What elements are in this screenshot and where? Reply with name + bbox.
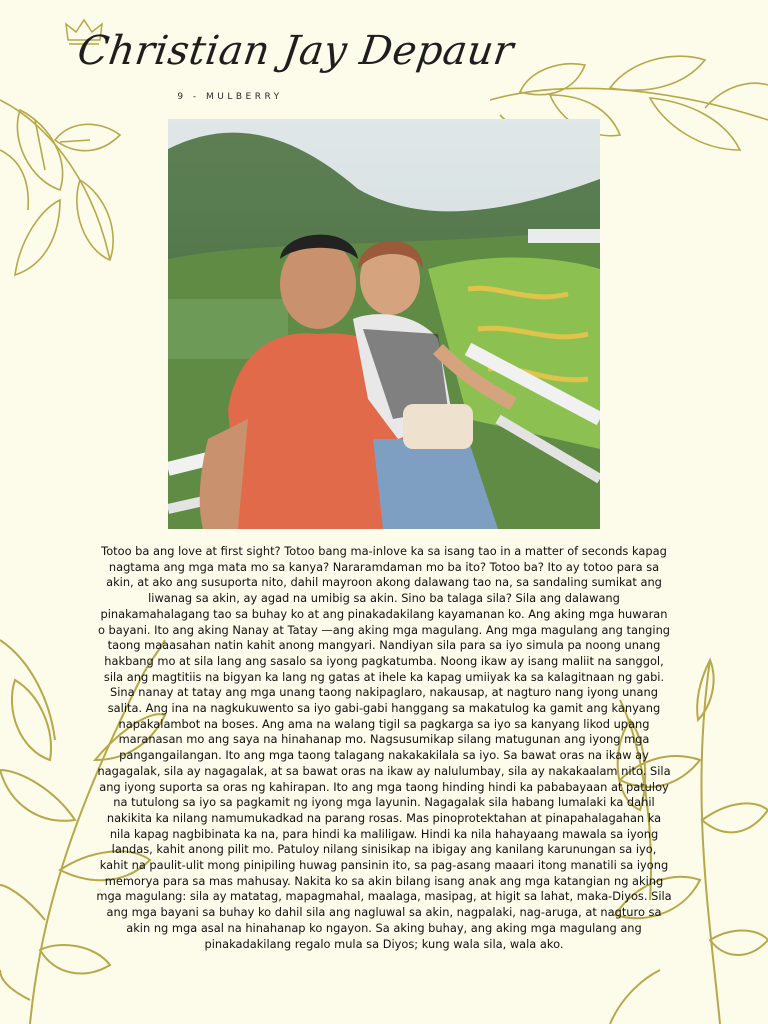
section-label: 9 - MULBERRY (177, 92, 283, 102)
student-name: Christian Jay Depaur (74, 28, 517, 74)
leaf-branch-top-left-icon (0, 60, 140, 300)
photo-illustration (168, 119, 600, 529)
essay-paragraph: Totoo ba ang love at first sight? Totoo bang ma-inlove ka sa isang tao in a matter of seconds kapag nagtama ang mga mata mo sa kanya? Nararamdaman mo ba ito? Totoo ba? Ito ay totoo para sa akin, at ako ang susuporta nito, dahil mayroon akong dalawang tao na, sa sandaling sumikat ang liwanag sa akin, ay agad na umibig sa akin. Sino ba talaga sila? Sila ang dalawang pinakamahalagang tao sa buhay ko at ang pinakadakilang kayamanan ko. Ang aking mga huwaran o bayani. Ito ang aking Nanay at Tatay —ang aking mga magulang. Ang mga magulang ang tanging taong maaasahan natin kahit anong mangyari. Nandiyan sila para sa iyo simula pa noong unang hakbang mo at sila lang ang sasalo sa iyong pagkatumba. Noong ikaw ay isang maliit na sanggol, sila ang magtitiis na bigyan ka lang ng gatas at ihele ka kapag umiiyak ka sa kalagitnaan ng gabi. Sina nanay at tatay ang mga unang taong nakipaglaro, nakausap, at nagturo nang iyong unang salita. Ang ina na nagkukuwento sa iyo gabi-gabi hanggang sa makatulog ka gamit ang kanyang napakalambot na boses. Ang ama na walang tigil sa pagkarga sa iyo sa kanyang likod upang maranasan mo ang saya na hinahanap mo. Nagsusumikap silang matugunan ang iyong mga pangangailangan. Ito ang mga taong talagang nakakakilala sa iyo. Sa bawat oras na ikaw ay nagagalak, sila ay nagagalak, at sa bawat oras na ikaw ay nalulumbay, sila ay nakakaalam nito. Sila ang iyong suporta sa oras ng kahirapan. Ito ang mga taong hinding hindi ka pababayaan at patuloy na tutulong sa iyo sa pagkamit ng iyong mga layunin. Nagagalak sila habang lumalaki ka dahil nakikita ka nilang namumukadkad na parang rosas. Mas pinoprotektahan at pinapahalagahan ka nila kapag nagbibinata ka na, para hindi ka maliligaw. Hindi ka nila hahayaang mawala sa iyong landas, kahit anong pilit mo. Patuloy nilang sinisikap na ibigay ang kanilang karunungan sa iyo, kahit na paulit-ulit mong pinipiling huwag pansinin ito, sa pag-asang maaari itong manatili sa iyong memorya para sa mas mahusay. Nakita ko sa akin bilang isang anak ang mga katangian ng aking mga magulang: sila ay matatag, mapagmahal, maalaga, masipag, at higit sa lahat, maka-Diyos. Sila ang mga bayani sa buhay ko dahil sila ang nagluwal sa akin, nagpalaki, nag-aruga, at nagturo sa akin ng mga asal na hinahanap ko ngayon. Sa aking buhay, ang aking mga magulang ang pinakadakilang regalo mula sa Diyos; kung wala sila, wala ako. (96, 544, 672, 951)
family-photo (168, 119, 600, 529)
